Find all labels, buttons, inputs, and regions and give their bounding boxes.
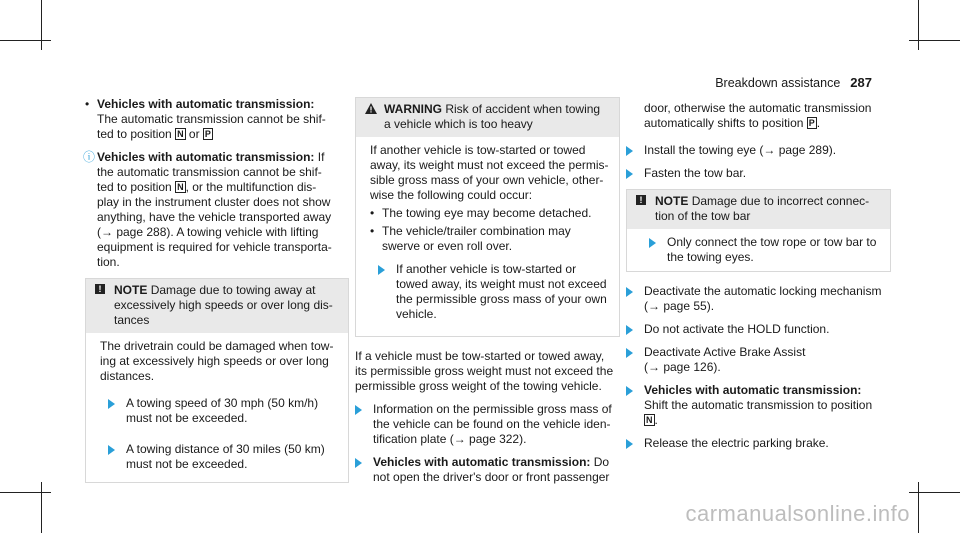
text-line: towed away, its weight must not exceed	[396, 277, 607, 291]
text-line: the towing eyes.	[667, 250, 754, 264]
crop-mark	[0, 40, 51, 41]
note-label: NOTE	[114, 283, 148, 297]
text-line: If another vehicle is tow-started or towed	[370, 143, 586, 157]
column-1	[85, 97, 349, 491]
step-item	[626, 143, 891, 158]
continued-text: door, otherwise the automatic transmission automatically shifts to position P .	[644, 101, 872, 130]
step-arrow-icon	[108, 445, 115, 455]
step-item: Vehicles with automatic transmission: Shift the automatic transmission to position N .	[626, 383, 891, 428]
text-line: the automatic transmission cannot be shif-	[97, 165, 322, 179]
step-arrow-icon	[626, 439, 633, 449]
text-line: , or the multifunction dis-	[185, 180, 317, 194]
step-item	[649, 235, 882, 265]
text-or: or	[188, 127, 200, 141]
crop-mark	[41, 482, 42, 533]
gear-n-icon: N	[646, 415, 653, 425]
text-line: tances	[114, 313, 150, 327]
text-line: tification plate (→ page 322).	[373, 432, 527, 446]
crop-mark	[909, 40, 960, 41]
step-arrow-icon	[626, 325, 633, 335]
text-line: must not be exceeded.	[126, 411, 248, 425]
gear-n-icon: N	[177, 182, 184, 192]
step-arrow-icon	[355, 405, 362, 415]
text-line: tion of the tow bar	[655, 209, 751, 223]
warning-header	[356, 98, 619, 137]
text-line: A towing speed of 30 mph (50 km/h)	[126, 396, 319, 410]
warning-triangle-icon	[365, 103, 377, 118]
text-line: the vehicle can be found on the vehicle iden-	[373, 417, 611, 431]
page-header	[715, 75, 872, 90]
note-box	[85, 278, 349, 483]
text-line: The drivetrain could be damaged when tow-	[100, 339, 334, 353]
text-line: a vehicle which is too heavy	[384, 117, 533, 131]
gear-p-icon: P	[204, 129, 211, 139]
note-label: NOTE	[655, 194, 689, 208]
step-item	[108, 396, 340, 426]
text-line: distances.	[100, 369, 155, 383]
text-line: play in the instrument cluster does not show	[97, 195, 331, 209]
note-body	[627, 229, 890, 271]
text-line: vehicle.	[396, 307, 437, 321]
text-line: tion.	[97, 255, 120, 269]
text-line: (→ page 288). A towing vehicle with lifting	[97, 225, 319, 239]
step-item	[355, 402, 620, 447]
info-title: Vehicles with automatic transmission:	[97, 150, 315, 164]
crop-mark	[909, 492, 960, 493]
text-line: ted to position	[97, 127, 172, 141]
page-number: 287	[850, 75, 872, 90]
warning-box	[355, 97, 620, 337]
column-3	[626, 97, 891, 459]
note-header	[86, 279, 348, 333]
step-title: Vehicles with automatic transmission:	[373, 455, 591, 469]
text-line: If a vehicle must be tow-started or towed away,	[355, 349, 605, 363]
crop-mark	[0, 492, 51, 493]
step-item	[355, 455, 620, 485]
step-item	[626, 322, 891, 337]
text-line: Install the towing eye (→ page 289).	[644, 143, 837, 157]
bullet-dot: •	[85, 97, 90, 111]
text-line: A towing distance of 30 miles (50 km)	[126, 442, 325, 456]
text-line: its permissible gross weight must not exceed the	[355, 364, 614, 378]
text-line: If another vehicle is tow-started or	[396, 262, 577, 276]
text-line: Risk of accident when towing	[445, 102, 601, 116]
column-2	[355, 97, 620, 493]
text-line: Damage due to incorrect connec-	[691, 194, 870, 208]
text-line: The automatic transmission cannot be shif-	[97, 112, 326, 126]
text-line: Deactivate Active Brake Assist	[644, 345, 806, 359]
info-item	[85, 150, 349, 270]
text-line: anything, have the vehicle transported away	[97, 210, 332, 224]
note-header	[627, 190, 890, 229]
step-arrow-icon	[108, 399, 115, 409]
text-line: must not be exceeded.	[126, 457, 248, 471]
watermark: carmanualsonline.info	[685, 501, 910, 526]
note-body	[86, 333, 348, 482]
text-line: ted to position	[97, 180, 172, 194]
section-title: Breakdown assistance	[715, 76, 841, 90]
crop-mark	[918, 0, 919, 50]
crop-mark	[918, 482, 919, 533]
step-title: Vehicles with automatic transmission:	[644, 383, 862, 397]
text-line: If	[317, 150, 325, 164]
text-line: door, otherwise the automatic transmission	[644, 101, 872, 115]
text-line: permissible gross weight of the towing vehicle.	[355, 379, 602, 393]
text-line: not open the driver's door or front passenger	[373, 470, 610, 484]
bullet-item	[85, 97, 349, 142]
warning-label: WARNING	[384, 102, 442, 116]
step-arrow-icon	[355, 458, 362, 468]
step-arrow-icon	[626, 146, 633, 156]
text-line: equipment is required for vehicle transporta-	[97, 240, 332, 254]
gear-p-icon: P	[808, 118, 815, 128]
text-line: (→ page 55).	[644, 299, 715, 313]
text-line: automatically shifts to position	[644, 116, 804, 130]
text-line: Do	[593, 455, 610, 469]
text-line: sible gross mass of your own vehicle, other-	[370, 173, 604, 187]
warning-body	[356, 137, 619, 336]
step-arrow-icon	[626, 348, 633, 358]
text-line: the permissible gross mass of your own	[396, 292, 607, 306]
text-line: Do not activate the HOLD function.	[644, 322, 830, 336]
bullet-title: Vehicles with automatic transmission:	[97, 97, 315, 111]
text-line: Only connect the tow rope or tow bar to	[667, 235, 877, 249]
step-item	[626, 166, 891, 181]
warning-list	[370, 206, 611, 254]
list-item: • The towing eye may become detached.	[370, 206, 592, 220]
text-line: Fasten the tow bar.	[644, 166, 747, 180]
exclamation-icon: !	[95, 284, 105, 294]
text-line: wise the following could occur:	[370, 188, 533, 202]
text-line: away, its weight must not exceed the permis-	[370, 158, 609, 172]
text-line: (→ page 126).	[644, 360, 721, 374]
text-line: ing at excessively high speeds or over long	[100, 354, 329, 368]
step-item	[626, 284, 891, 314]
text-line: Information on the permissible gross mass of	[373, 402, 612, 416]
text-line: Release the electric parking brake.	[644, 436, 829, 450]
step-arrow-icon	[649, 238, 656, 248]
crop-mark	[41, 0, 42, 50]
gear-n-icon: N	[177, 129, 184, 139]
text-line: Shift the automatic transmission to position	[644, 398, 873, 412]
paragraph	[355, 349, 620, 394]
step-arrow-icon	[378, 265, 385, 275]
step-arrow-icon	[626, 386, 633, 396]
step-item	[626, 345, 891, 375]
step-arrow-icon	[626, 169, 633, 179]
list-item: • The vehicle/trailer combination may swerve or even roll over.	[370, 224, 571, 253]
note-box	[626, 189, 891, 272]
exclamation-icon: !	[636, 195, 646, 205]
text-line: Damage due to towing away at	[150, 283, 316, 297]
step-item	[378, 262, 611, 322]
text-line: excessively high speeds or over long dis-	[114, 298, 333, 312]
info-icon: ⓘ	[83, 150, 96, 164]
step-arrow-icon	[626, 287, 633, 297]
text-line: Deactivate the automatic locking mechanism	[644, 284, 882, 298]
step-item	[108, 442, 340, 472]
step-item	[626, 436, 891, 451]
